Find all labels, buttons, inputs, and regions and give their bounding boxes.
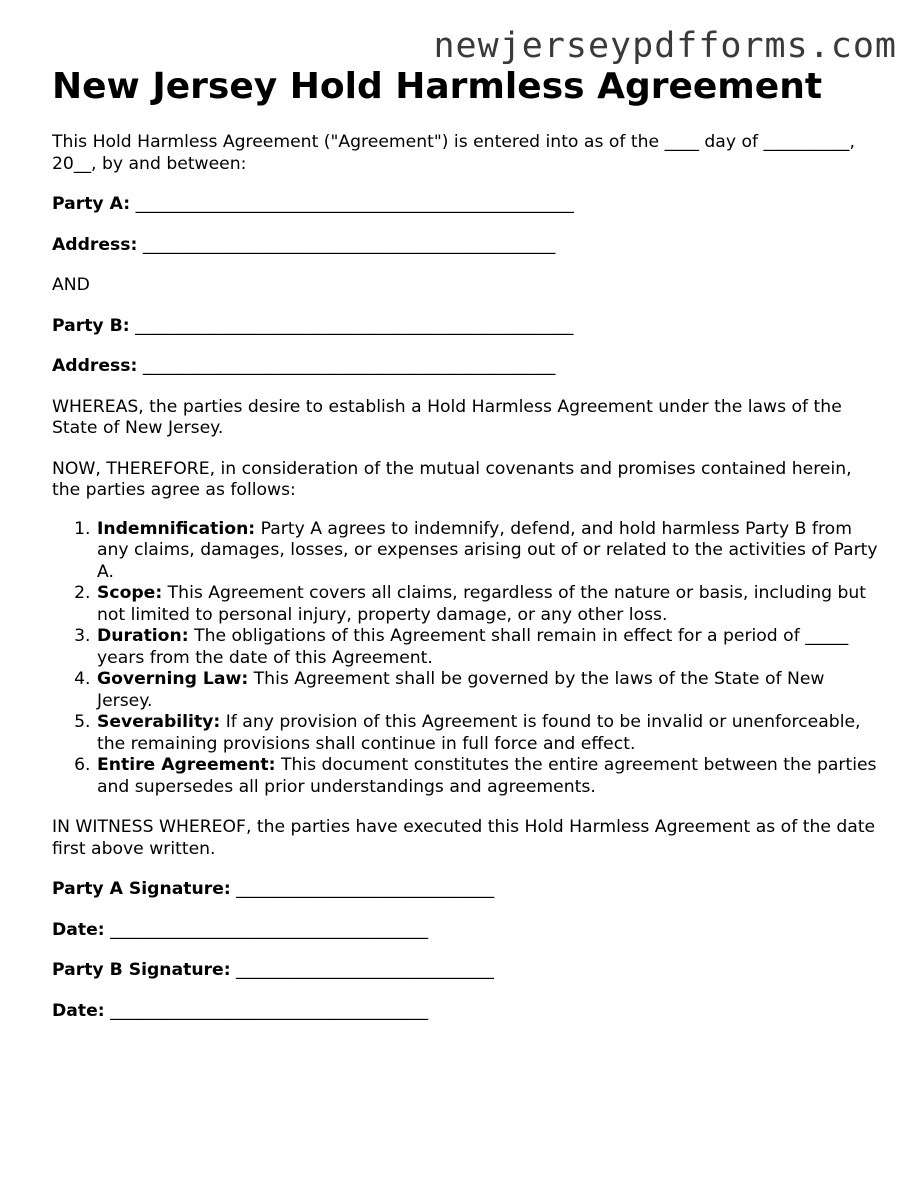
party-b-field <box>52 316 882 338</box>
clause-item <box>96 583 882 626</box>
clause-item <box>96 712 882 755</box>
clause-title: Entire Agreement: <box>97 755 276 775</box>
site-watermark: newjerseypdfforms.com <box>433 26 897 66</box>
clause-list <box>52 519 882 799</box>
clause-text: This document constitutes the entire agreement between the parties and supersedes all prior understandings and agreements. <box>97 755 877 797</box>
clause-text: This Agreement covers all claims, regardless of the nature or basis, including but not limited to personal injury, property damage, or any other loss. <box>97 583 867 625</box>
party-a-field <box>52 194 882 216</box>
party-a-blank[interactable]: ___________________________________________________ <box>135 194 574 214</box>
page-title: New Jersey Hold Harmless Agreement <box>52 66 823 107</box>
and-separator: AND <box>52 275 90 295</box>
party-b-address-label: Address: <box>52 356 138 376</box>
party-a-address-blank[interactable]: ________________________________________________ <box>142 234 556 255</box>
party-a-date-blank[interactable]: _____________________________________ <box>110 919 429 940</box>
clause-text: The obligations of this Agreement shall remain in effect for a period of _____ years from the date of this Agreement. <box>97 626 849 668</box>
party-b-signature-blank[interactable]: ______________________________ <box>236 960 494 980</box>
party-a-address-label: Address: <box>52 234 138 255</box>
party-b-signature-field <box>52 960 882 982</box>
witness-paragraph: IN WITNESS WHEREOF, the parties have executed this Hold Harmless Agreement as of the date first above written. <box>52 817 876 859</box>
party-b-address-field <box>52 356 882 378</box>
party-b-address-blank[interactable]: ________________________________________________ <box>142 356 556 376</box>
party-b-date-field <box>52 1001 882 1023</box>
clause-title: Severability: <box>97 712 221 732</box>
party-b-signature-label: Party B Signature: <box>52 960 231 980</box>
party-b-label: Party B: <box>52 315 130 336</box>
clause-title: Scope: <box>97 583 163 603</box>
party-a-signature-field <box>52 879 882 901</box>
party-a-date-field <box>52 920 882 942</box>
clause-title: Duration: <box>97 626 189 646</box>
party-a-signature-label: Party A Signature: <box>52 879 231 899</box>
clause-text: This Agreement shall be governed by the laws of the State of New Jersey. <box>97 669 825 711</box>
party-b-date-label: Date: <box>52 1000 105 1021</box>
party-b-date-blank[interactable]: _____________________________________ <box>110 1000 429 1021</box>
party-a-signature-blank[interactable]: ______________________________ <box>236 879 495 899</box>
whereas-paragraph: WHEREAS, the parties desire to establish a Hold Harmless Agreement under the laws of the State of New Jersey. <box>52 396 842 438</box>
party-a-address-field <box>52 235 882 257</box>
agreement-document <box>52 64 882 1022</box>
intro-paragraph: This Hold Harmless Agreement ("Agreement") is entered into as of the ____ day of __________, 20__, by and between: <box>52 132 855 174</box>
clause-text: If any provision of this Agreement is found to be invalid or unenforceable, the remaining provisions shall continue in full force and effect. <box>97 712 861 754</box>
clause-title: Indemnification: <box>97 518 256 539</box>
party-a-date-label: Date: <box>52 919 105 940</box>
now-therefore-paragraph: NOW, THEREFORE, in consideration of the mutual covenants and promises contained herein, the parties agree as follows: <box>52 458 852 500</box>
party-b-blank[interactable]: ___________________________________________________ <box>135 315 574 336</box>
party-a-label: Party A: <box>52 194 131 214</box>
clause-item <box>96 755 882 798</box>
clause-title: Governing Law: <box>97 669 249 689</box>
clause-item <box>96 669 882 712</box>
clause-item <box>96 626 882 669</box>
clause-item <box>96 519 882 584</box>
clause-text: Party A agrees to indemnify, defend, and hold harmless Party B from any claims, damages, losses, or expenses arising out of or related to the activities of Party A. <box>97 518 878 582</box>
